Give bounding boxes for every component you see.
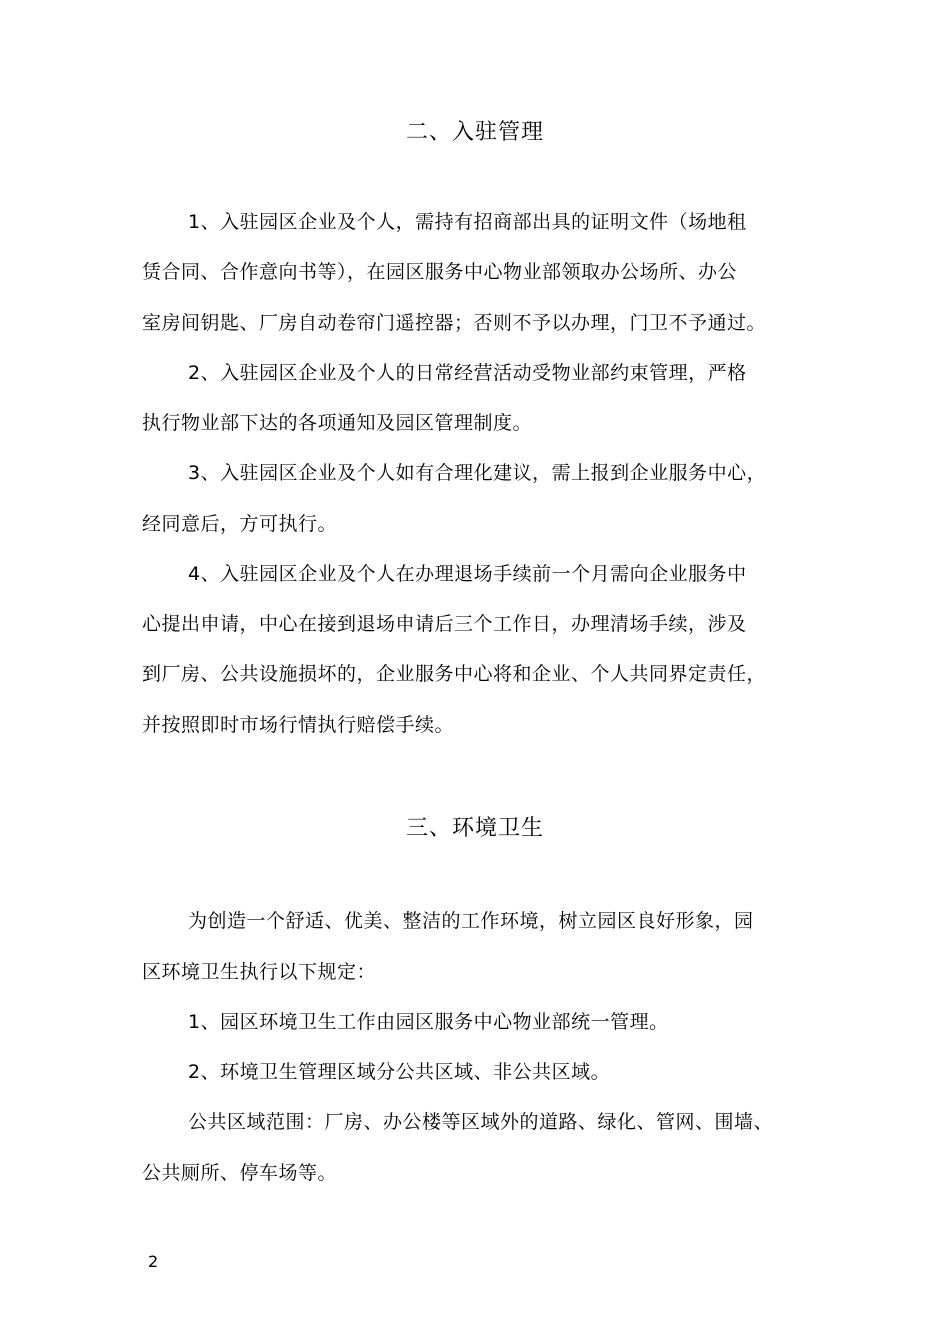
- paragraph-line: 1、园区环境卫生工作由园区服务中心物业部统一管理。: [188, 1011, 669, 1033]
- page-number: 2: [148, 1252, 159, 1271]
- paragraph-line: 并按照即时市场行情执行赔偿手续。: [142, 714, 455, 736]
- paragraph-line: 4、入驻园区企业及个人在办理退场手续前一个月需向企业服务中: [188, 563, 747, 585]
- paragraph-line: 公共厕所、停车场等。: [142, 1162, 338, 1184]
- paragraph-line: 区环境卫生执行以下规定：: [142, 961, 377, 983]
- paragraph-line: 2、环境卫生管理区域分公共区域、非公共区域。: [188, 1061, 611, 1083]
- paragraph-line: 2、入驻园区企业及个人的日常经营活动受物业部约束管理，严格: [188, 362, 747, 384]
- paragraph-line: 经同意后，方可执行。: [142, 513, 338, 535]
- paragraph-line: 公共区域范围：厂房、办公楼等区域外的道路、绿化、管网、围墙、: [188, 1111, 774, 1133]
- section-heading-environmental-sanitation: 三、环境卫生: [405, 816, 544, 841]
- paragraph-line: 心提出申请，中心在接到退场申请后三个工作日，办理清场手续，涉及: [142, 613, 747, 635]
- paragraph-line: 1、入驻园区企业及个人，需持有招商部出具的证明文件（场地租: [188, 211, 747, 233]
- paragraph-line: 赁合同、合作意向书等），在园区服务中心物业部领取办公场所、办公: [142, 261, 738, 283]
- paragraph-line: 为创造一个舒适、优美、整洁的工作环境，树立园区良好形象，园: [188, 910, 754, 932]
- paragraph-line: 执行物业部下达的各项通知及园区管理制度。: [142, 412, 533, 434]
- section-heading-admission-management: 二、入驻管理: [405, 120, 544, 145]
- paragraph-line: 到厂房、公共设施损坏的，企业服务中心将和企业、个人共同界定责任，: [142, 663, 767, 685]
- paragraph-line: 室房间钥匙、厂房自动卷帘门遥控器；否则不予以办理，门卫不予通过。: [142, 312, 767, 334]
- paragraph-line: 3、入驻园区企业及个人如有合理化建议，需上报到企业服务中心，: [188, 462, 767, 484]
